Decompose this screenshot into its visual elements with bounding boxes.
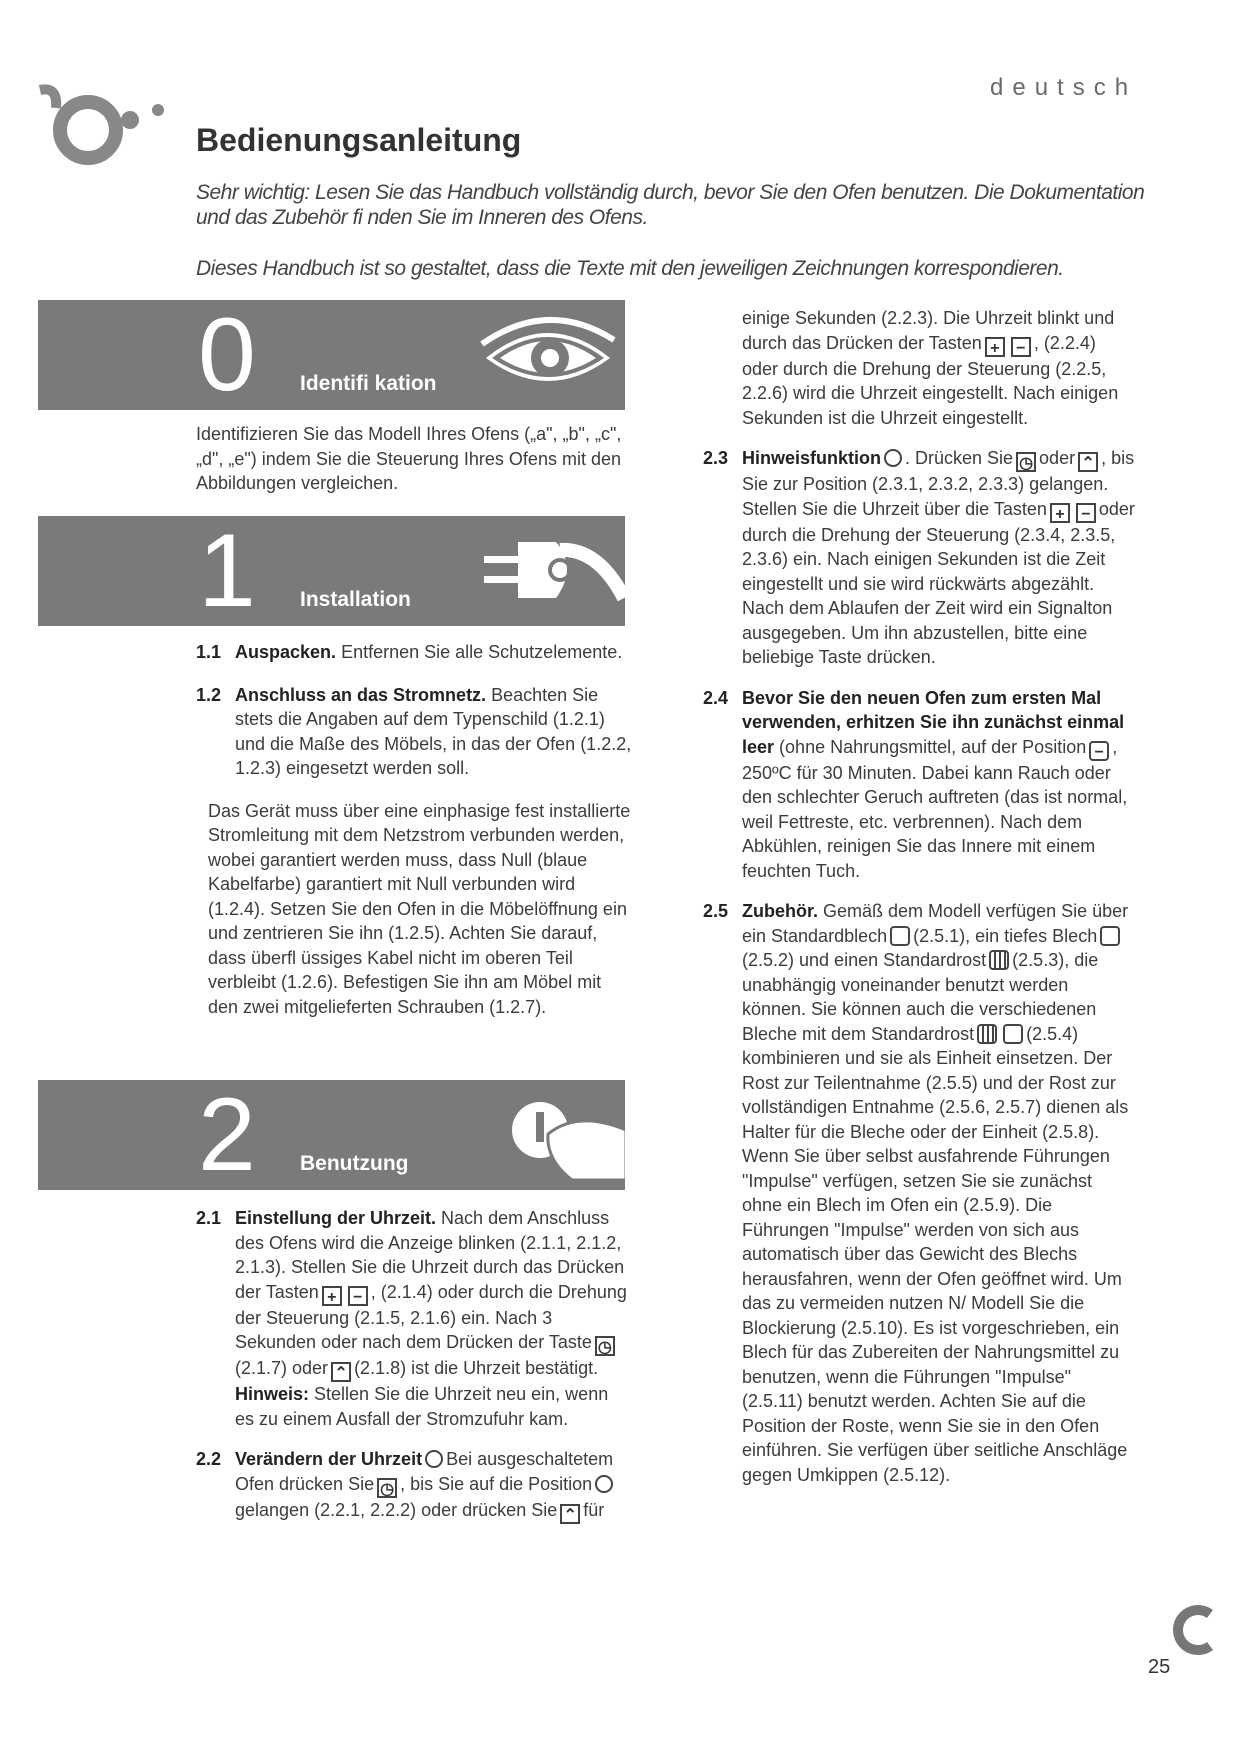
plus-button-icon: +: [322, 1286, 342, 1306]
left-column-usage: [196, 1206, 632, 1524]
right-column: [703, 306, 1135, 1487]
fan-mode-icon: −: [1089, 741, 1109, 761]
plus-button-icon: +: [1050, 503, 1070, 523]
left-column-installation: [196, 640, 632, 1019]
page-number: 25: [1148, 1656, 1171, 1678]
intro-correspondence: Dieses Handbuch ist so gestaltet, dass die Texte mit den jeweiligen Zeichnungen korrespondieren.: [196, 257, 1064, 280]
section-text: Gemäß dem Modell verfügen Sie über ein Standardblech: [742, 901, 1129, 946]
section-text: (2.5.4) kombinieren und sie als Einheit einsetzen. Der Rost zur Teilentnahme (2.5.5) und der Rost zur vollständigen Entnahme (2.5.6, 2.5.7) dienen als Halter für die Bleche oder der Einheit (2.5.8). Wenn Sie über selbst ausfahrende Führungen "Impulse" verfügen, setzen Sie sie zunächst ohne ein Blech im Ofen ein (2.5.9). Die Führungen "Impulse" werden von sich aus automatisch über das Gewicht des Blechs herausfahren, wenn der Ofen geöffnet wird. Um das zu vermeiden nutzen N/ Modell Sie die Blockierung (2.5.10). Es ist vorgeschrieben, ein Blech für das Zubereiten der Nahrungsmittel zu benutzen, wenn die Führungen "Impulse" (2.5.11) benutzt werden. Achten Sie auf die Position der Roste, wenn Sie sie in den Ofen einführen. Sie verfügen über seitliche Anschläge gegen Umkippen (2.5.12).: [742, 1023, 1129, 1485]
section-number: 2.3: [703, 448, 729, 468]
section-text: Entfernen Sie alle Schutzelemente.: [341, 642, 623, 662]
language-label: deutsch: [990, 74, 1138, 101]
up-button-icon: ⌃: [1078, 452, 1098, 472]
minus-button-icon: −: [1076, 503, 1096, 523]
section-heading: Auspacken.: [235, 642, 337, 662]
section-1-2: [196, 683, 632, 781]
plus-button-icon: +: [985, 337, 1005, 357]
section-number: 2.4: [703, 687, 729, 708]
section-text: (2.5.3), die unabhängig voneinander benutzt werden können. Sie können auch die verschiedenen Bleche mit dem Standardrost: [742, 950, 1099, 1044]
section-text: Nach dem Anschluss des Ofens wird die Anzeige blinken (2.1.1, 2.1.2, 2.1.3). Stellen Sie die Uhrzeit durch das Drücken der Tasten: [235, 1208, 625, 1302]
section-number: 0: [198, 300, 256, 410]
decorative-c-icon: [1170, 1600, 1214, 1660]
section-banner-identification: [38, 300, 625, 410]
section-1-1: [196, 640, 632, 665]
section-text: , bis Sie auf die Position: [400, 1473, 593, 1494]
left-column-top: [196, 422, 626, 496]
rack-icon: [989, 950, 1009, 970]
clock-icon: [595, 1475, 613, 1493]
section-heading: Hinweisfunktion: [742, 448, 881, 468]
clock-button-icon: ◷: [595, 1336, 615, 1356]
check-button-icon: ⌃: [331, 1362, 351, 1382]
section-2-2: [196, 1447, 632, 1524]
baking-tray-icon: [890, 926, 910, 946]
section-text: oder durch die Drehung der Steuerung (2.3.4, 2.3.5, 2.3.6) ein. Nach einigen Sekunden ist die Zeit eingestellt und sie wird rückwärts abgezählt. Nach dem Ablaufen der Zeit wird ein Signalton ausgegeben. Um ihn abzustellen, bitte eine beliebige Taste drücken.: [742, 498, 1135, 667]
baking-tray-icon: [1003, 1024, 1023, 1044]
section-number: 1.2: [196, 684, 222, 705]
clock-icon: [425, 1450, 443, 1468]
section-text: , (2.2.4) oder durch die Drehung der Steuerung (2.2.5, 2.2.6) wird die Uhrzeit eingestellt. Nach einigen Sekunden ist die Uhrzeit eingestellt.: [742, 332, 1119, 428]
section-2-1: [196, 1206, 632, 1431]
rack-icon: [977, 1024, 997, 1044]
electrical-paragraph: Das Gerät muss über eine einphasige fest installierte Stromleitung mit dem Netzstrom verbunden werden, wobei garantiert werden muss, dass Null (blaue Kabelfarbe) garantiert mit Null verbunden wird (1.2.4). Setzen Sie den Ofen in die Möbelöffnung ein und zentrieren Sie ihn (1.2.5). Achten Sie darauf, dass überfl üssiges Kabel nicht im oberen Teil verbleibt (1.2.6). Befestigen Sie ihn am Möbel mit den zwei mitgelieferten Schrauben (1.2.7).: [208, 800, 631, 1017]
section-heading: Einstellung der Uhrzeit.: [235, 1208, 437, 1228]
section-banner-installation: [38, 516, 625, 626]
section-heading: Zubehör.: [742, 901, 818, 921]
section-text: , bis Sie zur Position (2.3.1, 2.3.2, 2.3.3) gelangen. Stellen Sie die Uhrzeit über die Tasten: [742, 448, 1135, 519]
section-2-3: [703, 446, 1135, 670]
clock-button-icon: ◷: [1016, 452, 1036, 472]
section-text: (2.5.1), ein tiefes Blech: [913, 925, 1098, 946]
section-heading: Verändern der Uhrzeit: [235, 1449, 423, 1469]
section-text: (ohne Nahrungsmittel, auf der Position: [779, 736, 1087, 757]
minus-button-icon: −: [1011, 337, 1031, 357]
section-text: Beachten Sie stets die Angaben auf dem Typenschild (1.2.1) und die Maße des Möbels, in das der Ofen (1.2.2, 1.2.3) eingesetzt werden soll.: [235, 684, 632, 778]
section-number: 2: [198, 1080, 256, 1190]
section-heading: Anschluss an das Stromnetz.: [235, 684, 487, 705]
bell-icon: [884, 449, 902, 467]
section-2-5: [703, 899, 1135, 1487]
section-text: (2.1.8) ist die Uhrzeit bestätigt.: [354, 1358, 599, 1378]
note-text: Stellen Sie die Uhrzeit neu ein, wenn es zu einem Ausfall der Stromzufuhr kam.: [235, 1384, 609, 1429]
identification-text: Identifizieren Sie das Modell Ihres Ofens („a", „b", „c", „d", „e") indem Sie die Steuerung Ihres Ofens mit den Abbildungen vergleichen.: [196, 424, 622, 493]
section-text: Bei ausgeschaltetem Ofen drücken Sie: [235, 1449, 614, 1494]
section-label: Identifi kation: [300, 372, 437, 395]
section-text: für: [583, 1499, 605, 1520]
section-number: 2.5: [703, 901, 729, 921]
plug-icon: [478, 528, 625, 614]
knob-hand-icon: [478, 1090, 625, 1180]
deep-tray-icon: [1100, 926, 1120, 946]
section-number: 1.1: [196, 642, 222, 662]
section-text: oder: [1039, 448, 1076, 468]
minus-button-icon: −: [348, 1286, 368, 1306]
section-number: 1: [198, 516, 256, 626]
eye-icon: [478, 314, 618, 396]
section-text: , (2.1.4) oder durch die Drehung der Steuerung (2.1.5, 2.1.6) ein. Nach 3 Sekunden oder nach dem Drücken der Taste: [235, 1281, 627, 1352]
section-number: 2.1: [196, 1208, 222, 1228]
section-text: (2.1.7) oder: [235, 1358, 329, 1378]
section-number: 2.2: [196, 1449, 222, 1469]
intro-important: Sehr wichtig: Lesen Sie das Handbuch vollständig durch, bevor Sie den Ofen benutzen. Die Dokumentation und das Zubehör fi nden Sie im Inneren des Ofens.: [196, 181, 1145, 229]
section-text: einige Sekunden (2.2.3). Die Uhrzeit blinkt und durch das Drücken der Tasten: [742, 308, 1115, 353]
section-text: gelangen (2.2.1, 2.2.2) oder drücken Sie: [235, 1499, 558, 1520]
clock-button-icon: ◷: [377, 1478, 397, 1498]
section-text: (2.5.2) und einen Standardrost: [742, 950, 987, 970]
note-heading: Hinweis:: [235, 1384, 310, 1404]
section-2-4: [703, 686, 1135, 884]
page-title: Bedienungsanleitung: [196, 122, 522, 158]
section-label: Benutzung: [300, 1152, 409, 1175]
section-text: . Drücken Sie: [905, 448, 1014, 468]
section-heading: Bevor Sie den neuen Ofen zum ersten Mal verwenden, erhitzen Sie ihn zunächst einmal leer: [742, 687, 1125, 757]
section-banner-usage: [38, 1080, 625, 1190]
section-label: Installation: [300, 588, 411, 611]
section-2-2-continued: [703, 306, 1135, 430]
brand-logo-icon: [38, 78, 168, 178]
section-text: , 250ºC für 30 Minuten. Dabei kann Rauch oder den schlechter Geruch auftreten (das ist normal, weil Fettreste, etc. verbrennen). Nach dem Abkühlen, reinigen Sie das Innere mit einem feuchten Tuch.: [742, 736, 1128, 881]
up-button-icon: ⌃: [560, 1504, 580, 1524]
